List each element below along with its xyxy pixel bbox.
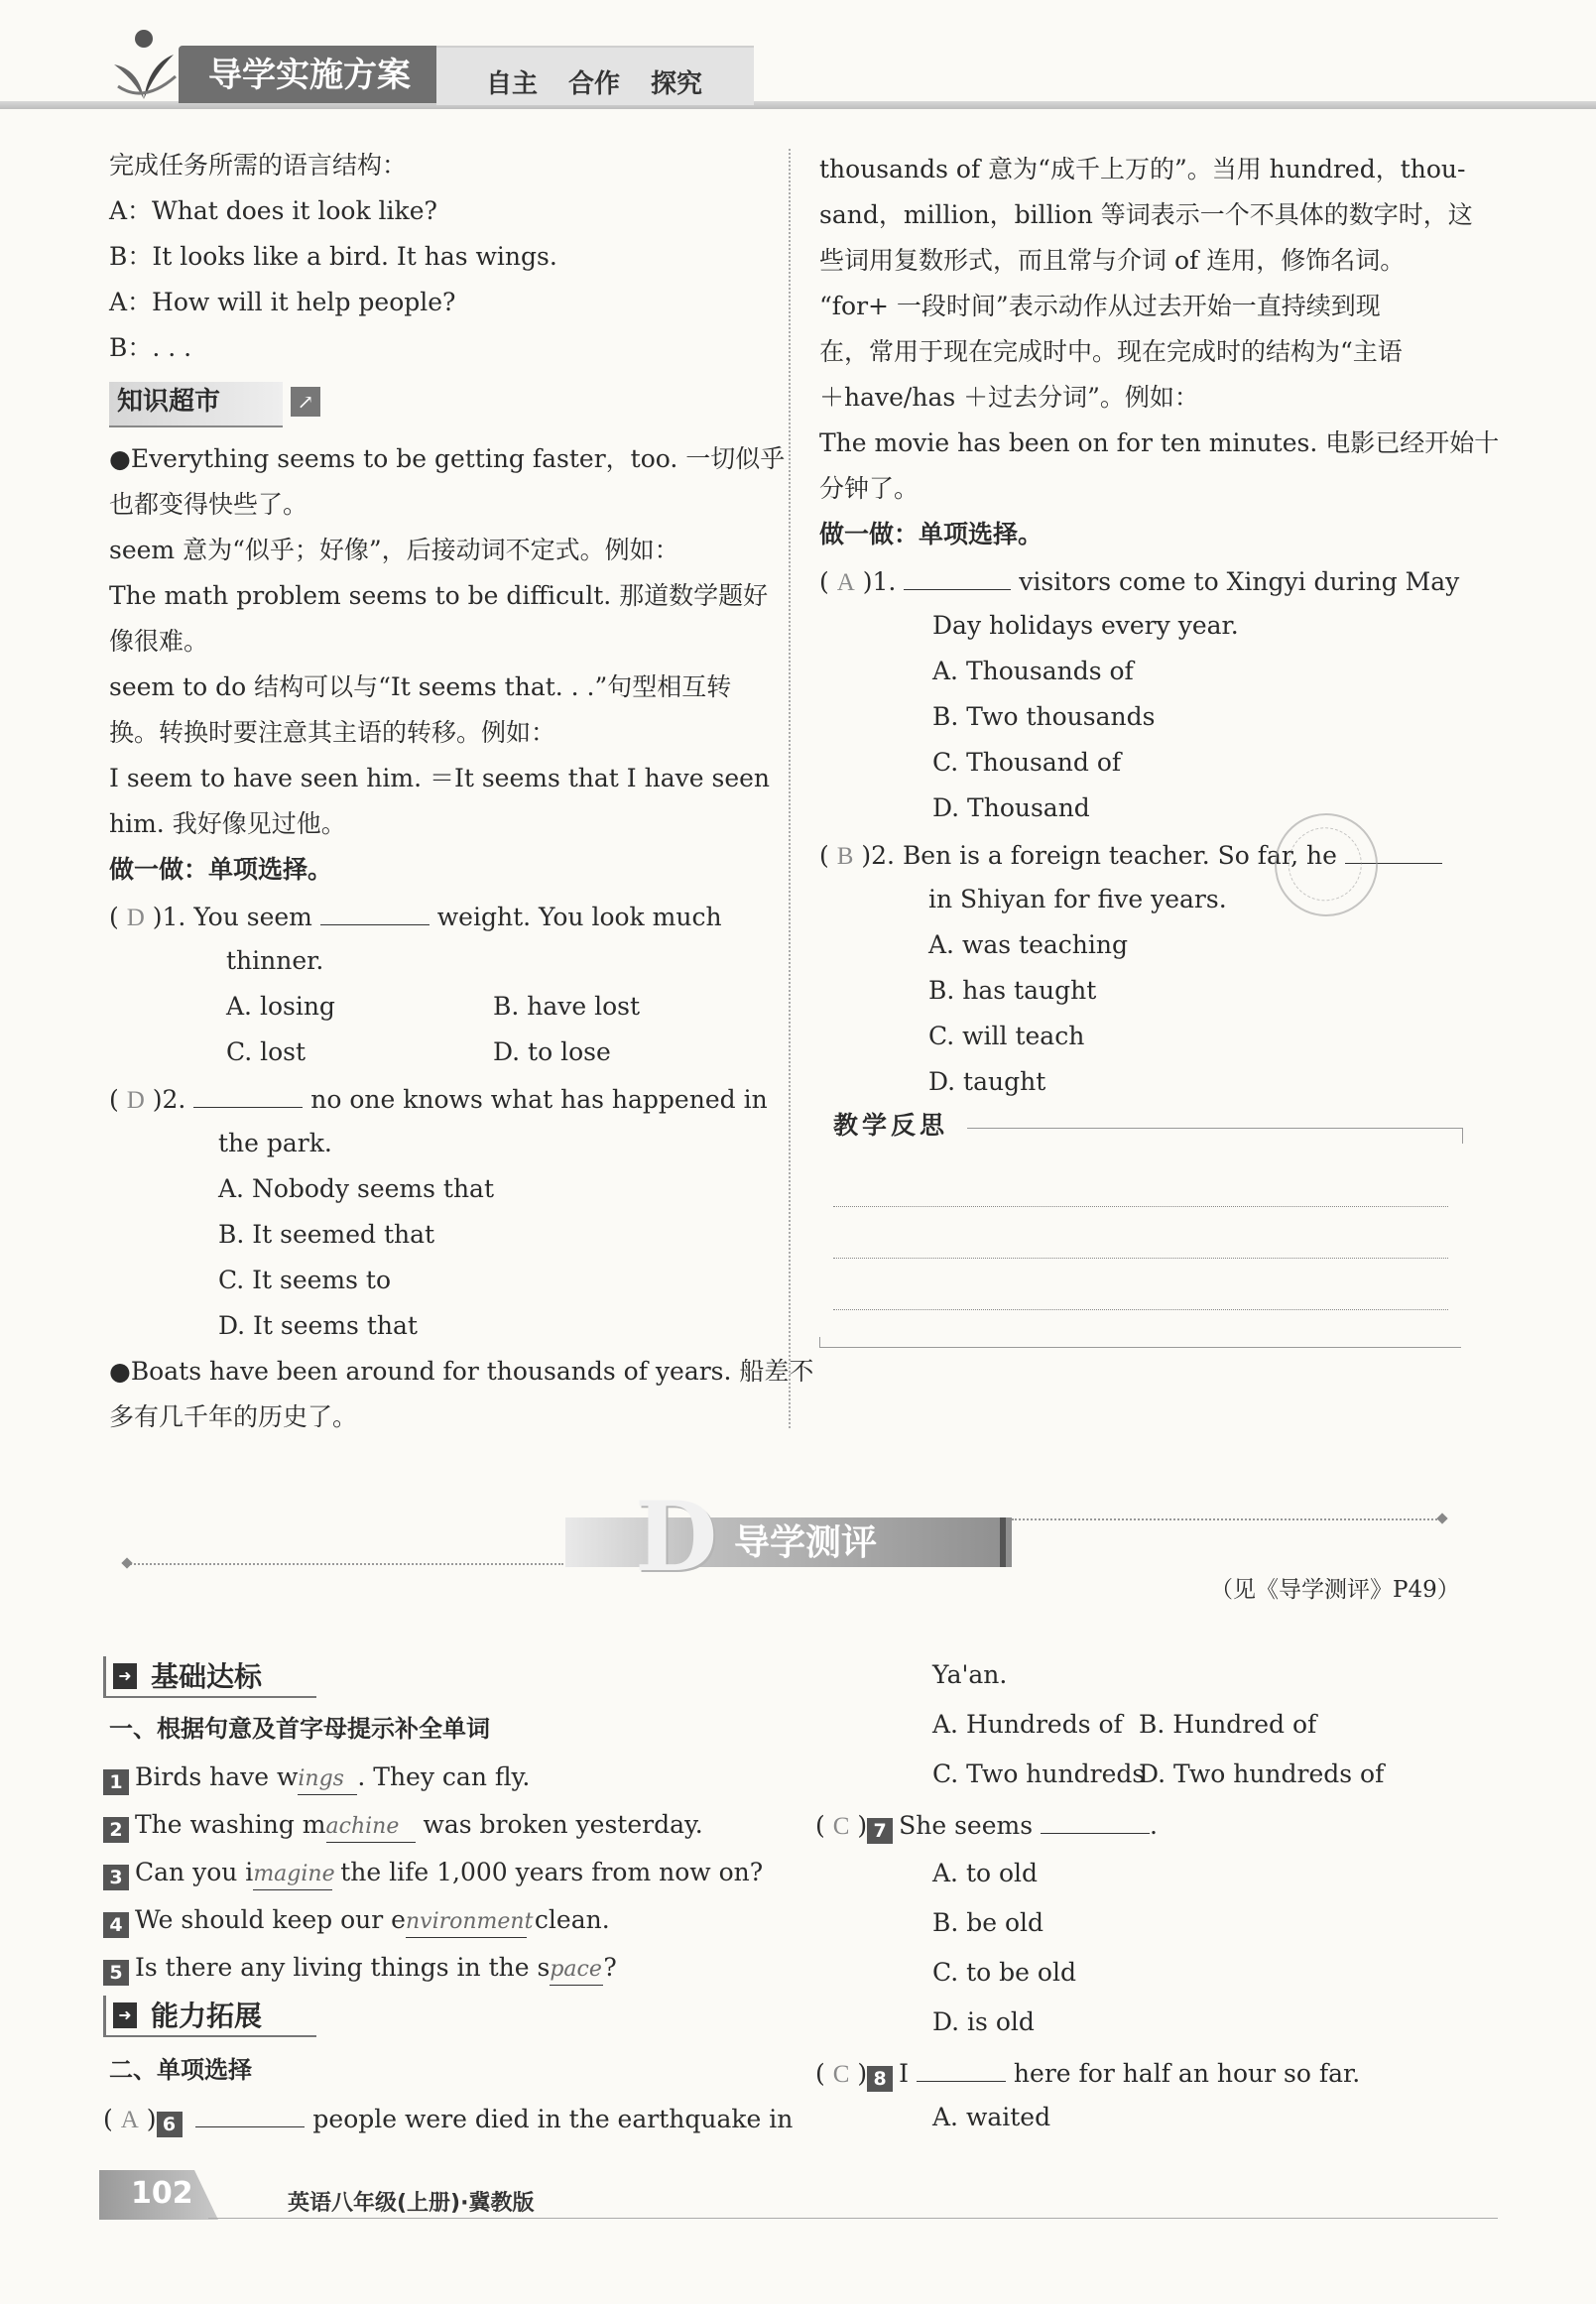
header-nav-1: 自主 <box>486 69 539 99</box>
reflection-line[interactable] <box>833 1309 1448 1310</box>
knowledge-text: sand，million，billion 等词表示一个不具体的数字时，这 <box>819 200 1473 229</box>
reflection-title: 教学反思 <box>833 1111 949 1140</box>
option: C. Two hundreds <box>932 1759 1146 1788</box>
reflection-top-rule <box>967 1128 1463 1129</box>
question-cont: Ya'an. <box>932 1660 1008 1689</box>
dialog-line: B：It looks like a bird. It has wings. <box>109 242 557 271</box>
option: B. Hundred of <box>1139 1710 1317 1739</box>
fill-item: 4 We should keep our environment clean. <box>103 1905 610 1938</box>
book-title: 英语八年级(上册)·冀教版 <box>288 2191 535 2216</box>
handwritten-answer[interactable]: nvironment <box>406 1907 527 1938</box>
knowledge-text: 些词用复数形式，而且常与介词 of 连用，修饰名词。 <box>819 246 1406 275</box>
part-title: 二、单项选择 <box>109 2056 252 2084</box>
option: A. waited <box>932 2103 1051 2131</box>
option: C. lost <box>226 1037 307 1066</box>
fill-item: 1 Birds have wings . They can fly. <box>103 1762 530 1795</box>
knowledge-text: 换。转换时要注意其主语的转移。例如： <box>109 718 556 747</box>
knowledge-text: 多有几千年的历史了。 <box>109 1402 358 1431</box>
answer-mark: D <box>126 905 145 931</box>
option: B. It seemed that <box>218 1220 435 1249</box>
answer-mark: C <box>832 1813 850 1840</box>
page-header <box>0 0 1596 119</box>
knowledge-text: 也都变得快些了。 <box>109 490 308 519</box>
answer-mark: D <box>126 1087 145 1114</box>
section-rule-left <box>127 1563 563 1565</box>
question: ( A ) 6 people were died in the earthquake in <box>103 2105 794 2135</box>
fill-item: 5 Is there any living things in the space? <box>103 1953 617 1986</box>
answer-mark: A <box>836 569 855 596</box>
knowledge-text: ●Everything seems to be getting faster，too. 一切似乎 <box>109 444 786 473</box>
knowledge-text: seem to do 结构可以与“It seems that. . .”句型相互转 <box>109 672 732 701</box>
option: A. to old <box>932 1859 1039 1887</box>
option: D. It seems that <box>218 1311 418 1340</box>
stamp-icon <box>1263 801 1389 927</box>
fill-item: 2 The washing machine was broken yesterday. <box>103 1810 703 1843</box>
reflection-right-edge <box>1462 1128 1463 1144</box>
practice-label: 做一做：单项选择。 <box>819 520 1044 548</box>
arrow-icon: ↗ <box>291 387 320 417</box>
option: D. taught <box>928 1067 1046 1096</box>
option: B. Two thousands <box>932 702 1156 731</box>
section-letter: D <box>635 1481 718 1593</box>
question-cont: Day holidays every year. <box>932 611 1239 640</box>
footer-rule <box>208 2218 1498 2219</box>
option: B. has taught <box>928 976 1097 1005</box>
structure-intro: 完成任务所需的语言结构： <box>109 151 408 180</box>
footer-band <box>0 2162 1596 2251</box>
column-divider <box>789 149 791 1428</box>
option: C. It seems to <box>218 1266 391 1294</box>
knowledge-text: 在，常用于现在完成时中。现在完成时的结构为“主语 <box>819 337 1403 366</box>
answer-mark: C <box>832 2061 850 2088</box>
question: ( B )2. Ben is a foreign teacher. So far, he <box>819 839 1442 872</box>
option: C. to be old <box>932 1958 1076 1987</box>
option: D. Two hundreds of <box>1139 1759 1385 1788</box>
practice-label: 做一做：单项选择。 <box>109 855 333 884</box>
knowledge-text: 像很难。 <box>109 627 209 656</box>
question: ( D )2. no one knows what has happened in <box>109 1085 768 1114</box>
section-reference: （见《导学测评》P49） <box>1210 1577 1460 1603</box>
handwritten-answer[interactable]: magine <box>253 1860 332 1890</box>
header-nav-2: 合作 <box>568 69 621 99</box>
answer-blank[interactable] <box>320 901 430 925</box>
option: C. will teach <box>928 1022 1085 1050</box>
handwritten-answer[interactable]: pace <box>550 1955 603 1986</box>
option: A. Hundreds of <box>932 1710 1123 1739</box>
answer-blank[interactable] <box>195 2103 305 2127</box>
option: A. was teaching <box>928 930 1128 959</box>
knowledge-text: ●Boats have been around for thousands of years. 船差不 <box>109 1357 814 1386</box>
dialog-line: A：How will it help people? <box>109 288 456 316</box>
section-dot-right <box>1436 1513 1447 1523</box>
answer-mark: B <box>836 843 854 870</box>
arrow-icon: ➜ <box>113 1663 137 1689</box>
ability-title: 能力拓展 <box>151 2000 263 2032</box>
answer-blank[interactable] <box>904 565 1011 590</box>
reflection-line[interactable] <box>833 1206 1448 1207</box>
reflection-line[interactable] <box>833 1258 1448 1259</box>
answer-blank[interactable] <box>193 1083 303 1108</box>
knowledge-text: 分钟了。 <box>819 474 920 503</box>
section-banner-end <box>1000 1517 1006 1567</box>
option: B. be old <box>932 1908 1044 1937</box>
basic-title: 基础达标 <box>151 1660 263 1693</box>
knowledge-text: ＋have/has ＋过去分词”。例如： <box>819 383 1199 412</box>
question-cont: the park. <box>218 1129 332 1157</box>
dialog-line: B：. . . <box>109 333 192 362</box>
knowledge-text: I seem to have seen him. ＝It seems that I have seen <box>109 764 771 792</box>
knowledge-text: The movie has been on for ten minutes. 电影已经开始十 <box>819 428 1500 457</box>
question: ( D )1. You seem weight. You look much <box>109 903 722 931</box>
knowledge-title: 知识超市 <box>117 387 221 417</box>
option: D. Thousand <box>932 793 1090 822</box>
knowledge-text: “for+ 一段时间”表示动作从过去开始一直持续到现 <box>819 292 1381 320</box>
option: B. have lost <box>493 992 641 1021</box>
handwritten-answer[interactable]: ings <box>298 1764 357 1795</box>
fill-item: 3 Can you imagine the life 1,000 years from now on? <box>103 1858 763 1890</box>
knowledge-text: him. 我好像见过他。 <box>109 809 346 838</box>
option: C. Thousand of <box>932 748 1122 777</box>
option: A. Thousands of <box>932 657 1134 685</box>
answer-blank[interactable] <box>917 2057 1006 2082</box>
dialog-line: A：What does it look like? <box>109 196 437 225</box>
question: ( A )1. visitors come to Xingyi during May <box>819 567 1460 596</box>
section-rule-right <box>1012 1518 1440 1520</box>
arrow-icon: ➜ <box>113 2002 137 2028</box>
answer-blank[interactable] <box>1041 1809 1150 1834</box>
option: D. to lose <box>493 1037 611 1066</box>
question: ( C ) 8 I here for half an hour so far. <box>815 2059 1361 2090</box>
page-number: 102 <box>131 2176 193 2211</box>
knowledge-text: seem 意为“似乎；好像”，后接动词不定式。例如： <box>109 536 679 564</box>
part-title: 一、根据句意及首字母提示补全单词 <box>109 1715 490 1743</box>
question: ( C ) 7 She seems . <box>815 1811 1158 1842</box>
question-cont: in Shiyan for five years. <box>928 885 1227 913</box>
header-nav-3: 探究 <box>651 69 703 99</box>
answer-mark: A <box>120 2107 139 2133</box>
section-dot-left <box>121 1557 132 1568</box>
option: A. Nobody seems that <box>218 1174 495 1203</box>
header-logo-icon <box>104 25 184 104</box>
option: D. is old <box>932 2007 1035 2036</box>
question-cont: thinner. <box>226 946 324 975</box>
header-title: 导学实施方案 <box>208 56 411 95</box>
handwritten-answer[interactable]: achine <box>326 1812 416 1843</box>
knowledge-text: The math problem seems to be difficult. 那道数学题好 <box>109 581 769 610</box>
knowledge-text: thousands of 意为“成千上万的”。当用 hundred，thou- <box>819 155 1466 183</box>
section-title: 导学测评 <box>734 1522 878 1563</box>
reflection-bottom-rule <box>819 1337 1461 1348</box>
option: A. losing <box>226 992 335 1021</box>
